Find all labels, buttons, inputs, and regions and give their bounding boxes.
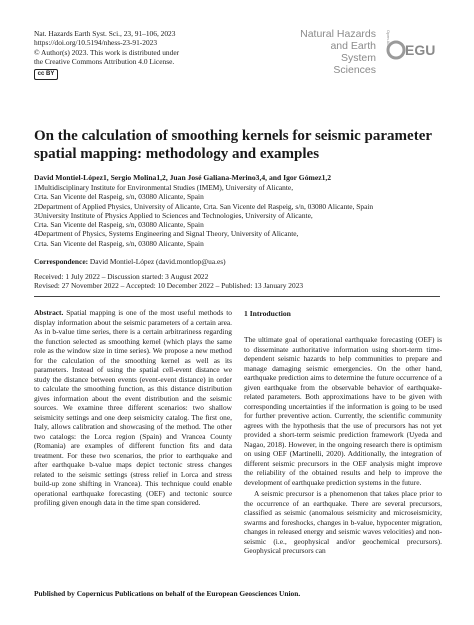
doi-link[interactable]: https://doi.org/10.5194/nhess-23-91-2023 — [34, 38, 158, 48]
publication-dates — [34, 272, 438, 291]
abstract-text: Spatial mapping is one of the most useful methods to display information about the seismic parameters of a certain area. As in b-value time series, there is a certain arbitrariness regarding the function selected as smoothing kernel (which plays the same role as the window size in time series). We propose a new method for the calculation of the smoothing kernel as well as its parameters. Instead of using the spatial cell-event distance we study the distance between events (event-event distance) in order to calculate the smoothing function, as this distance distribution gives information about the event distribution and the seismic sources. We examine three different scenarios: two shallow seismicity settings and one deep seismicity catalog. The first one, Italy, allows calibration and showcasing of the method. The other two catalogs: the Lorca region (Spain) and Vrancea County (Romania) are examples of different function fits and data treatment. For these two scenarios, the prior to earthquake and after earthquake b-value maps depict tectonic stress changes related to the seismic settings (stress relief in Lorca and stress build-up zone shifting in Vrancea). This technique could enable operational earthquake forecasting (OEF) and tectonic source profiling given enough data in the time span considered. — [34, 308, 232, 507]
publisher-footer: Published by Copernicus Publications on behalf of the European Geosciences Union. — [34, 589, 301, 598]
received-dates: Received: 1 July 2022 – Discussion started: 3 August 2022 — [34, 272, 209, 281]
introduction-paragraph: The ultimate goal of operational earthquake forecasting (OEF) is to disseminate authoritative information using short-term time-dependent seismic hazards to help communities to prepare and manage damaging seismic emergencies. On the other hand, earthquake prediction aims to determine the future occurrence of a given earthquake from the observable behavior of earthquake-related parameters. Both approximations have to be given with corresponding uncertainties if the information is going to be used for further preventive action. Currently, the scientific community agrees with the hypothesis that the use of precursors has not yet provided a short-term seismic prediction framework (Uyeda and Nagao, 2018). However, in the ongoing research there is optimism on using OEF (Martinelli, 2020). Additionally, the integration of different seismic precursors in the OEF analysis might improve the reliability of the obtained results and help to improve the development of earthquake prediction systems in the future. — [244, 335, 442, 487]
affiliation-line: 1Multidisciplinary Institute for Environmental Studies (IMEM), University of Alicante, — [34, 183, 294, 192]
affiliation-line: 4Department of Physics, Systems Engineering and Signal Theory, University of Alicante, — [34, 229, 299, 239]
egu-logo — [384, 26, 440, 72]
author-list: David Montiel-López1, Sergio Molina1,2, Juan José Galiana-Merino3,4, and Igor Gómez1,2 — [34, 173, 332, 182]
revised-dates: Revised: 27 November 2022 – Accepted: 10 December 2022 – Published: 13 January 2023 — [34, 281, 304, 291]
introduction-heading: 1 Introduction — [244, 309, 291, 318]
journal-name — [296, 28, 376, 76]
journal-name-line: Natural Hazards — [300, 28, 376, 40]
section-divider — [34, 296, 440, 297]
affiliation-line: Crta. San Vicente del Raspeig, s/n, 03080 Alicante, Spain — [34, 192, 204, 202]
citation-line: Nat. Hazards Earth Syst. Sci., 23, 91–106, 2023 — [34, 29, 176, 38]
correspondence-label: Correspondence: — [34, 257, 89, 266]
license-line: the Creative Commons Attribution 4.0 License. — [34, 56, 175, 66]
affiliation-line: Crta. San Vicente del Raspeig, s/n, 03080 Alicante, Spain — [34, 238, 204, 248]
paper-title: On the calculation of smoothing kernels for seismic parameter spatial mapping: methodology and examples — [34, 128, 432, 162]
journal-name-line: and Earth System — [330, 40, 376, 64]
open-access-text: Open Access — [386, 30, 391, 54]
correspondence — [34, 257, 438, 266]
introduction-body — [244, 335, 442, 556]
correspondence-email[interactable]: David Montiel-López (david.montlop@ua.es) — [89, 257, 226, 266]
egu-logo-text: EGU — [405, 42, 436, 58]
cc-license-badge[interactable]: cc BY — [34, 69, 58, 80]
journal-name-line: Sciences — [333, 64, 376, 76]
abstract — [34, 308, 232, 508]
copyright-line: © Author(s) 2023. This work is distributed under — [34, 47, 180, 57]
introduction-paragraph: A seismic precursor is a phenomenon that takes place prior to the occurrence of an earthquake. There are several precursors, classified as seismic (anomalous seismicity and microseismicity, swarms and foreshocks, changes in b-value, hypocenter migration, changes in released energy and seismic waves velocities) and non-seismic (i.e., geophysical and/or geochemical precursors). Geophysical precursors can — [244, 489, 442, 555]
affiliation-line: 3University Institute of Physics Applied to Sciences and Technologies, University of Alicante, — [34, 210, 313, 220]
affiliation-line: Crta. San Vicente del Raspeig, s/n, 03080 Alicante, Spain — [34, 220, 204, 230]
affiliation-line: 2Department of Applied Physics, University of Alicante, Crta. San Vicente del Raspeig, s/n, 03080 Alicante, Spain — [34, 201, 374, 211]
citation-block — [34, 29, 179, 66]
abstract-label: Abstract. — [34, 308, 64, 317]
affiliations — [34, 183, 438, 248]
